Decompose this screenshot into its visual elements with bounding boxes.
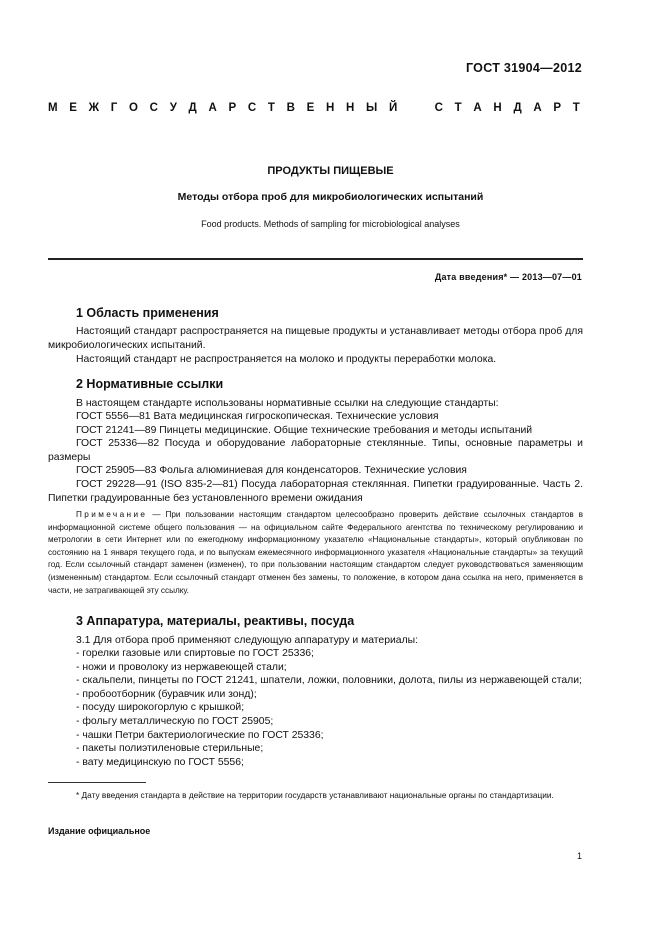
list-item: - скальпели, пинцеты по ГОСТ 21241, шпатели, ложки, половники, долота, пилы из нержавеющей стали; (76, 675, 582, 687)
list-item: - чашки Петри бактериологические по ГОСТ 25336; (76, 729, 324, 741)
heading-letter: Т (454, 102, 462, 114)
interstate-standard-heading (48, 102, 580, 114)
english-title: Food products. Methods of sampling for microbiological analyses (201, 219, 460, 229)
section-heading-scope: 1 Область применения (76, 306, 219, 320)
heading-letter: А (533, 102, 542, 114)
list-item: - пакеты полиэтиленовые стерильные; (76, 743, 264, 755)
heading-letter: Е (69, 102, 77, 114)
reference-item: ГОСТ 21241—89 Пинцеты медицинские. Общие технические требования и методы испытаний (76, 425, 533, 436)
list-item: - посуду широкогорлую с крышкой; (76, 702, 245, 714)
list-item: - ножи и проволоку из нержавеющей стали; (76, 661, 287, 673)
scope-paragraph: Настоящий стандарт распространяется на пищевые продукты и устанавливает методы отбора проб для микробиологических испытаний. (48, 326, 583, 351)
list-item: - горелки газовые или спиртовые по ГОСТ 25336; (76, 648, 314, 659)
section-heading-references: 2 Нормативные ссылки (76, 377, 224, 391)
heading-letter: Н (325, 102, 335, 114)
heading-letter: С (149, 102, 158, 114)
equipment-list (48, 647, 583, 769)
list-item: - пробоотборник (буравчик или зонд); (76, 688, 257, 700)
heading-letter: Р (553, 102, 562, 114)
heading-letter: А (208, 102, 217, 114)
heading-letter: С (434, 102, 443, 114)
document-number: ГОСТ 31904—2012 (465, 61, 582, 75)
heading-letter: Т (267, 102, 275, 114)
reference-item: ГОСТ 25905—83 Фольга алюминиевая для конденсаторов. Технические условия (76, 465, 467, 476)
heading-letter: Д (513, 102, 522, 114)
reference-item: ГОСТ 5556—81 Вата медицинская гигроскопическая. Технические условия (76, 411, 439, 422)
heading-letter: Н (346, 102, 355, 114)
section-heading-equipment: 3 Аппаратура, материалы, реактивы, посуда (76, 614, 355, 628)
introduction-date: Дата введения* — 2013—07—01 (434, 272, 582, 282)
heading-letter: Д (188, 102, 197, 114)
document-title: ПРОДУКТЫ ПИЩЕВЫЕ (267, 165, 394, 177)
page-number: 1 (576, 851, 582, 861)
list-item: - вату медицинскую по ГОСТ 5556; (76, 756, 244, 768)
references-note (48, 509, 583, 597)
note-text: — При пользовании настоящим стандартом целесообразно проверить действие ссылочных стандартов в информационной системе общего пользования — на официальном сайте Федерального агентства по техническому регулированию и метрологии в сети Интернет или по ежегодному информационному указателю «Национальные стандарты», который опубликован по состоянию на 1 января текущего года, и по выпускам ежемесячного информационного указателя «Национальные стандарты» за текущий год. Если ссылочный стандарт заменен (изменен), то при пользовании настоящим стандартом следует руководствоваться заменяющим (измененным) стандартом. Если ссылочный стандарт отменен без замены, то положение, в котором дана ссылка на него, применяется в части, не затрагивающей эту ссылку. (48, 510, 583, 595)
heading-letter: Ы (366, 102, 378, 114)
heading-letter: Й (388, 102, 398, 114)
references-intro: В настоящем стандарте использованы нормативные ссылки на следующие стандарты: (76, 398, 499, 409)
reference-item: ГОСТ 25336—82 Посуда и оборудование лабораторные стеклянные. Типы, основные параметры и размеры (48, 438, 583, 463)
heading-letter: А (473, 102, 482, 114)
heading-letter: Н (493, 102, 502, 114)
heading-letter: Ж (88, 102, 100, 114)
official-edition-label: Издание официальное (48, 826, 151, 836)
heading-letter: М (48, 102, 58, 114)
heading-letter: С (247, 102, 257, 114)
reference-item: ГОСТ 29228—91 (ISO 835-2—81) Посуда лабораторная стеклянная. Пипетки градуированные. Часть 2. Пипетки градуированные без установленного времени ожидания (48, 479, 583, 504)
heading-letter: Е (306, 102, 315, 114)
note-label: Примечание (76, 510, 148, 519)
footnote: * Дату введения стандарта в действие на территории государств устанавливают национальные органы по стандартизации. (76, 790, 554, 800)
heading-letter: Т (572, 102, 580, 114)
scope-exclusion-paragraph: Настоящий стандарт не распространяется на молоко и продукты переработки молока. (76, 354, 497, 365)
heading-letter: О (129, 102, 138, 114)
list-item: - фольгу металлическую по ГОСТ 25905; (76, 715, 274, 727)
document-subtitle: Методы отбора проб для микробиологических испытаний (177, 191, 484, 203)
heading-letter: У (169, 102, 177, 114)
title-divider (48, 258, 583, 260)
word-gap (409, 102, 423, 114)
heading-letter: В (286, 102, 295, 114)
heading-letter: Р (228, 102, 237, 114)
heading-letter: Г (110, 102, 118, 114)
equipment-intro: 3.1 Для отбора проб применяют следующую аппаратуру и материалы: (76, 635, 418, 646)
footnote-divider (48, 782, 146, 783)
